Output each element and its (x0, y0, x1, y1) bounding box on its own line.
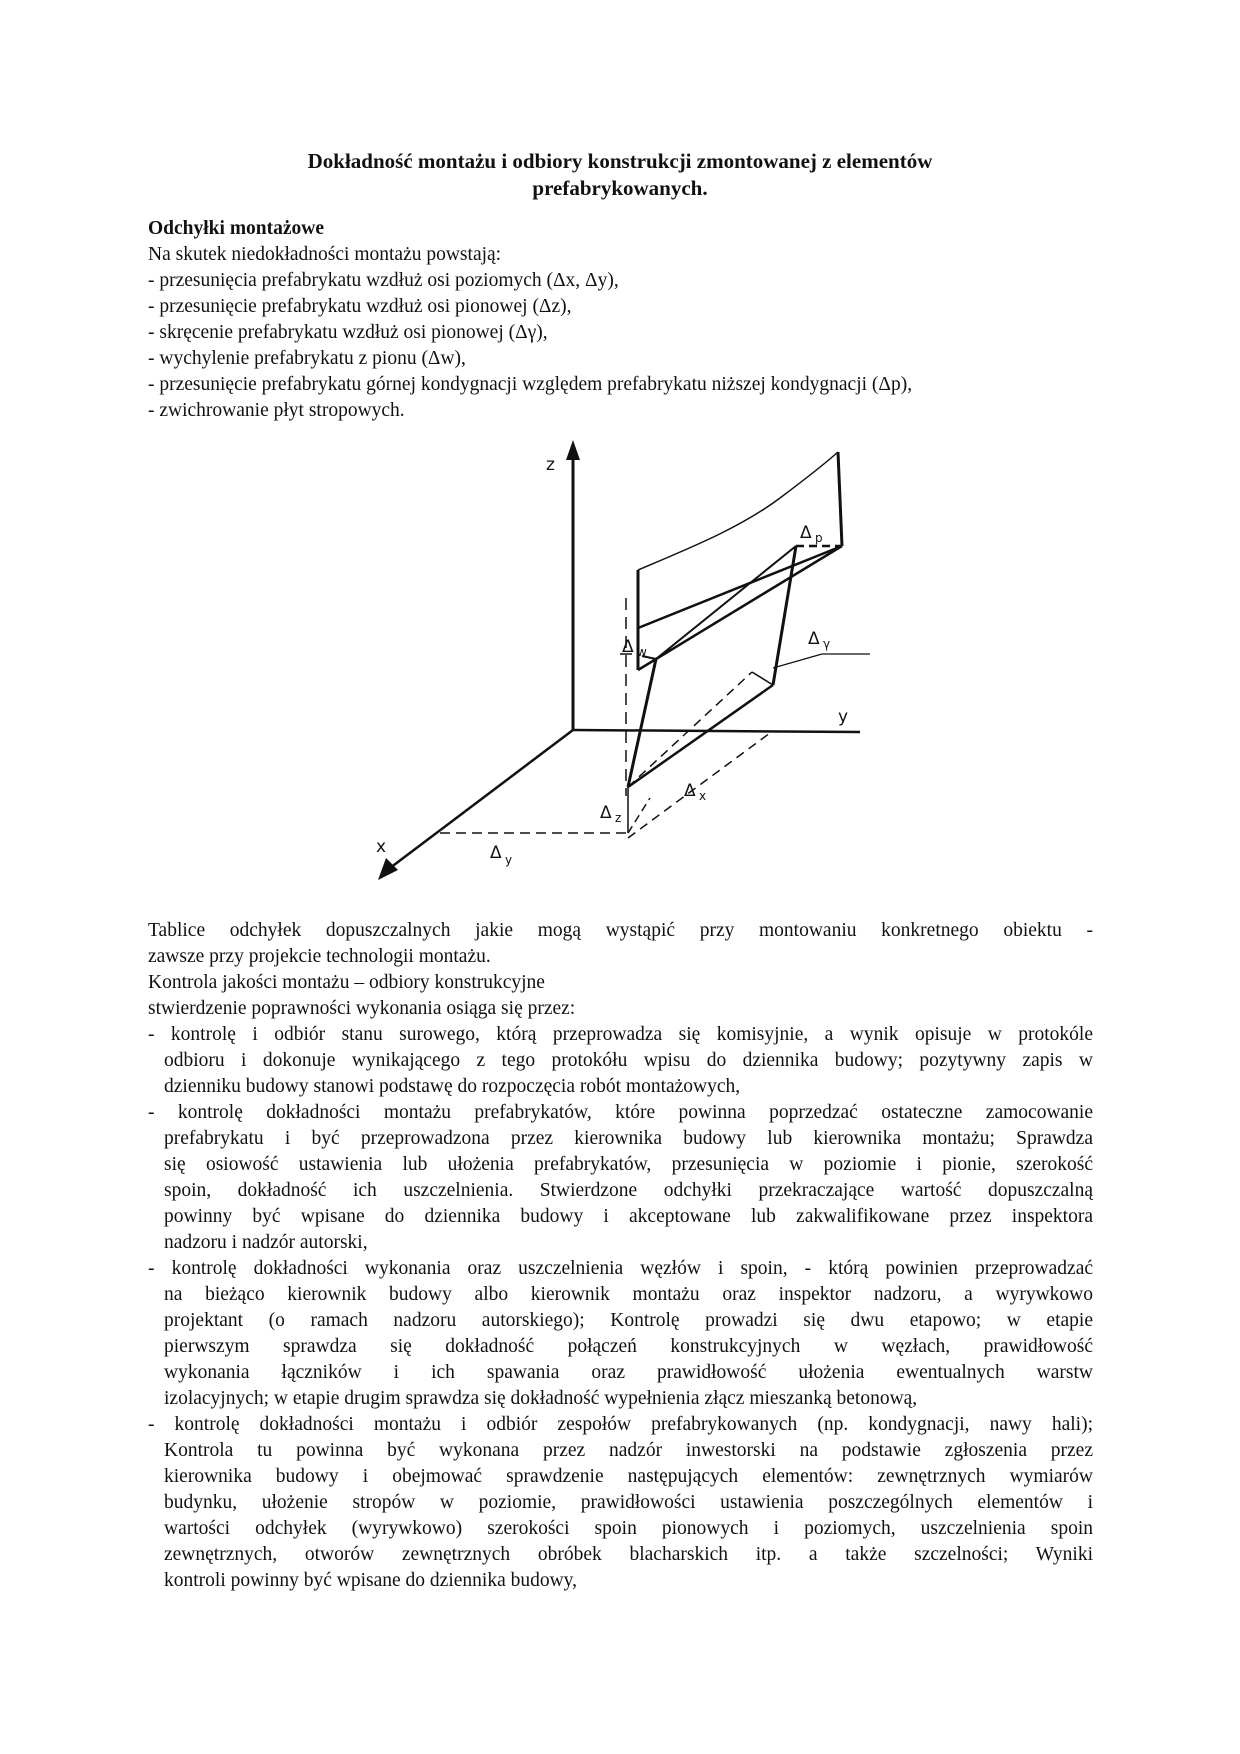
list-line: - kontrolę i odbiór stanu surowego, którą przeprowadza się komisyjnie, a wynik opisuje w protokóle (148, 1024, 1093, 1045)
axes-diagram-svg (360, 438, 890, 898)
delta-x-sub: x (699, 789, 707, 803)
list-line: na bieżąco kierownik budowy albo kierownik montażu oraz inspektor nadzoru, a wyrywkowo (164, 1284, 1093, 1305)
title-line-2: prefabrykowanych. (532, 176, 708, 200)
paragraph-line: zawsze przy projekcie technologii montażu. (148, 946, 491, 967)
delta-z-symbol: Δ (600, 803, 612, 823)
list-item (148, 1100, 1093, 1256)
delta-gamma-symbol: Δ (808, 629, 820, 649)
delta-w-sub: w (637, 645, 647, 659)
list-line: - kontrolę dokładności wykonania oraz uszczelnienia węzłów i spoin, - którą powinien przeprowadzać (148, 1258, 1093, 1279)
list-item (148, 1256, 1093, 1412)
list-line: projektant (o ramach nadzoru autorskiego); Kontrolę prowadzi się dwu etapowo; w etapie (164, 1310, 1093, 1331)
list-line: odbioru i dokonuje wynikającego z tego protokółu wpisu do dziennika budowy; pozytywny zapis w (164, 1050, 1093, 1071)
list-line: prefabrykatu i być przeprowadzona przez kierownika budowy lub kierownika montażu; Sprawdza (164, 1128, 1093, 1149)
delta-w-symbol: Δ (622, 637, 634, 657)
list-line: kierownika budowy i obejmować sprawdzenie następujących elementów: zewnętrznych wymiarów (164, 1466, 1093, 1487)
deviation-diagram (360, 438, 890, 898)
delta-y-symbol: Δ (490, 843, 502, 863)
delta-x-symbol: Δ (684, 781, 696, 801)
section-quality-control (148, 970, 1093, 1594)
section-heading-emphasis: odbiory konstrukcyjne (368, 972, 545, 993)
list-line: Kontrola tu powinna być wykonana przez nadzór inwestorski na podstawie zgłoszenia przez (164, 1440, 1093, 1461)
list-line: dzienniku budowy stanowi podstawę do rozpoczęcia robót montażowych, (164, 1076, 741, 1097)
list-line: - kontrolę dokładności montażu i odbiór zespołów prefabrykowanych (np. kondygnacji, nawy hali); (148, 1414, 1093, 1435)
section-heading (148, 970, 1093, 996)
list-line: zewnętrznych, otworów zewnętrznych obróbek blacharskich itp. a także szczelności; Wyniki (164, 1544, 1093, 1565)
list-line: nadzoru i nadzór autorski, (164, 1232, 368, 1253)
list-item: - zwichrowanie płyt stropowych. (148, 400, 405, 421)
delta-y-sub: y (505, 853, 513, 867)
list-line: pierwszym sprawdza się dokładność połączeń konstrukcyjnych w węzłach, prawidłowość (164, 1336, 1093, 1357)
section-heading: Odchyłki montażowe (148, 218, 325, 239)
axis-x-label: x (376, 837, 387, 857)
list-line: powinny być wpisane do dziennika budowy i akceptowane lub zakwalifikowane przez inspektora (164, 1206, 1093, 1227)
list-line: wykonania łączników i ich spawania oraz prawidłowość ułożenia ewentualnych warstw (164, 1362, 1093, 1383)
list-line: spoin, dokładność ich uszczelnienia. Stwierdzone odchyłki przekraczające wartość dopuszczalną (164, 1180, 1093, 1201)
delta-p-symbol: Δ (800, 523, 812, 543)
list-item (148, 1412, 1093, 1594)
axis-z-label: z (546, 455, 555, 475)
list-item: - przesunięcie prefabrykatu wzdłuż osi pionowej (Δz), (148, 296, 572, 317)
paragraph-line: Tablice odchyłek dopuszczalnych jakie mogą wystąpić przy montowaniu konkretnego obiektu - (148, 920, 1093, 941)
list-item: - wychylenie prefabrykatu z pionu (Δw), (148, 348, 466, 369)
axis-y-label: y (838, 707, 849, 727)
title-line-1: Dokładność montażu i odbiory konstrukcji zmontowanej z elementów (307, 149, 933, 173)
section-intro: Na skutek niedokładności montażu powstają: (148, 244, 502, 265)
list-line: się osiowość ustawienia lub ułożenia prefabrykatów, przesunięcia w poziomie i pionie, szerokość (164, 1154, 1093, 1175)
delta-p-sub: p (815, 531, 823, 545)
list-line: izolacyjnych; w etapie drugim sprawdza się dokładność wypełnienia złącz mieszanką betonową, (164, 1388, 918, 1409)
document-title (150, 148, 1090, 202)
list-line: kontroli powinny być wpisane do dziennika budowy, (164, 1570, 578, 1591)
list-line: - kontrolę dokładności montażu prefabrykatów, które powinna poprzedzać ostateczne zamocowanie (148, 1102, 1093, 1123)
list-item: - przesunięcie prefabrykatu górnej kondygnacji względem prefabrykatu niższej kondygnacji (Δp), (148, 374, 913, 395)
list-item: - przesunięcia prefabrykatu wzdłuż osi poziomych (Δx, Δy), (148, 270, 619, 291)
list-item (148, 1022, 1093, 1100)
section-heading-plain: Kontrola jakości montażu – (148, 972, 369, 993)
list-line: wartości odchyłek (wyrywkowo) szerokości spoin pionowych i poziomych, uszczelnienia spoin (164, 1518, 1093, 1539)
section-intro: stwierdzenie poprawności wykonania osiąga się przez: (148, 998, 576, 1019)
section-assembly-deviations (148, 216, 1093, 424)
delta-z-sub: z (615, 811, 622, 825)
list-line: budynku, ułożenie stropów w poziomie, prawidłowości ustawienia poszczególnych elementów i (164, 1492, 1093, 1513)
delta-gamma-sub: γ (823, 637, 831, 651)
list-item: - skręcenie prefabrykatu wzdłuż osi pionowej (Δγ), (148, 322, 548, 343)
paragraph-tables (148, 918, 1093, 970)
